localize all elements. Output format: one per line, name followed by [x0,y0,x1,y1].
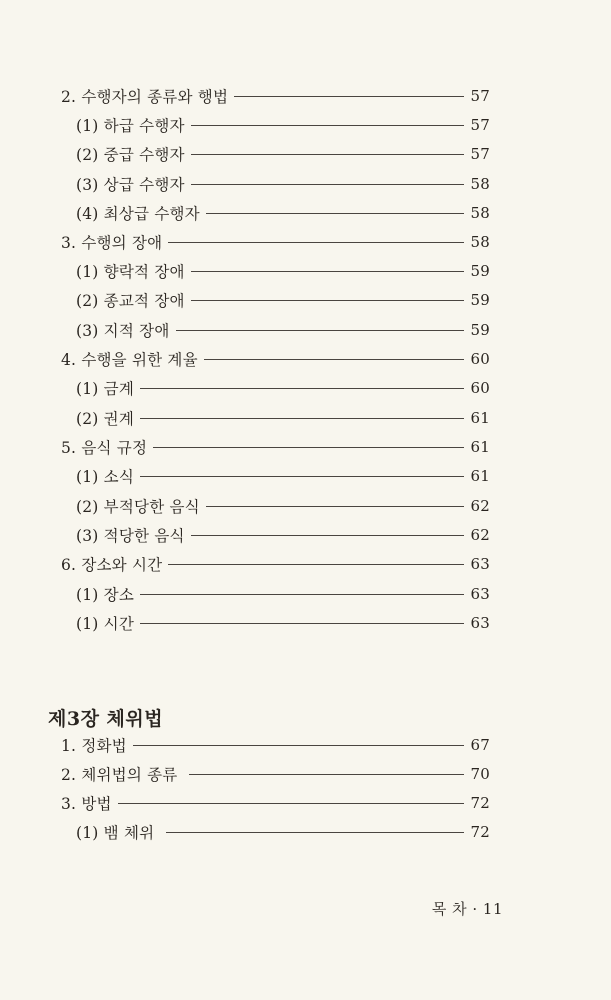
toc-entry-page: 67 [470,736,490,754]
toc-entry-page: 59 [470,291,490,309]
toc-entry-label: (1) 향락적 장애 [76,263,185,281]
toc-entry-label: 2. 체위법의 종류 [61,766,178,784]
leader-line [191,300,464,301]
toc-entry-label: (3) 적당한 음식 [76,527,185,545]
leader-line [206,506,464,507]
leader-line [140,418,464,419]
toc-entry-page: 61 [470,438,490,456]
toc-entry-label: (3) 상급 수행자 [76,176,185,194]
toc-entry [76,288,490,312]
toc-entry [76,259,490,283]
toc-entry-page: 72 [470,794,490,812]
toc-entry [76,611,490,635]
toc-entry [76,582,490,606]
toc-entry-page: 59 [470,262,490,280]
toc-entry-label: (1) 시간 [76,615,135,633]
toc-entry [61,791,490,815]
toc-entry-page: 62 [470,526,490,544]
toc-entry [76,318,490,342]
toc-entry-label: 1. 정화법 [61,737,127,755]
toc-entry-page: 57 [470,145,490,163]
toc-entry-page: 61 [470,409,490,427]
leader-line [140,388,464,389]
leader-line [189,774,464,775]
toc-entry-label: (1) 뱀 체위 [76,824,155,842]
toc-entry-label: 4. 수행을 위한 계율 [61,351,198,369]
toc-entry [61,84,490,108]
toc-entry-label: (1) 장소 [76,586,135,604]
toc-entry-page: 70 [470,765,490,783]
toc-entry-label: 3. 수행의 장애 [61,234,163,252]
leader-line [206,213,464,214]
toc-entry-label: 6. 장소와 시간 [61,556,163,574]
chapter-title: 제3장 체위법 [48,708,164,730]
leader-line [140,623,464,624]
leader-line [204,359,464,360]
toc-entry-label: 3. 방법 [61,795,112,813]
toc-entry [76,376,490,400]
toc-entry-label: (1) 하급 수행자 [76,117,185,135]
leader-line [234,96,464,97]
toc-entry-page: 60 [470,379,490,397]
toc-entry-page: 58 [470,233,490,251]
leader-line [140,476,464,477]
toc-entry-label: (3) 지적 장애 [76,322,170,340]
toc-entry-page: 72 [470,823,490,841]
toc-entry-label: 5. 음식 규정 [61,439,148,457]
toc-entry-label: (2) 중급 수행자 [76,146,185,164]
toc-entry-page: 61 [470,467,490,485]
toc-entry [61,347,490,371]
page-footer: 목 차 · 11 [431,900,503,918]
toc-entry [76,406,490,430]
toc-entry-page: 63 [470,614,490,632]
leader-line [191,271,464,272]
toc-entry-page: 63 [470,585,490,603]
toc-entry-page: 59 [470,321,490,339]
leader-line [118,803,464,804]
toc-entry-page: 62 [470,497,490,515]
toc-entry-label: (2) 권계 [76,410,135,428]
toc-entry-label: 2. 수행자의 종류와 행법 [61,88,229,106]
toc-entry-page: 63 [470,555,490,573]
leader-line [168,242,464,243]
leader-line [191,125,464,126]
toc-entry [76,464,490,488]
toc-entry [61,762,490,786]
toc-entry [61,552,490,576]
leader-line [191,154,464,155]
toc-entry [61,230,490,254]
toc-entry-label: (4) 최상급 수행자 [76,205,200,223]
toc-entry-label: (2) 종교적 장애 [76,292,185,310]
leader-line [191,535,464,536]
toc-entry-page: 57 [470,87,490,105]
leader-line [153,447,464,448]
toc-entry-label: (1) 금계 [76,380,135,398]
leader-line [140,594,464,595]
toc-entry [76,201,490,225]
leader-line [168,564,464,565]
toc-entry [61,435,490,459]
toc-entry-label: (1) 소식 [76,468,135,486]
leader-line [191,184,464,185]
toc-entry-page: 58 [470,175,490,193]
leader-line [133,745,464,746]
toc-entry [76,820,490,844]
toc-entry [61,733,490,757]
leader-line [176,330,464,331]
toc-entry [76,523,490,547]
toc-entry-page: 58 [470,204,490,222]
toc-entry-page: 57 [470,116,490,134]
toc-entry [76,494,490,518]
toc-entry [76,142,490,166]
leader-line [166,832,464,833]
toc-entry [76,172,490,196]
toc-entry [76,113,490,137]
toc-entry-label: (2) 부적당한 음식 [76,498,200,516]
toc-entry-page: 60 [470,350,490,368]
